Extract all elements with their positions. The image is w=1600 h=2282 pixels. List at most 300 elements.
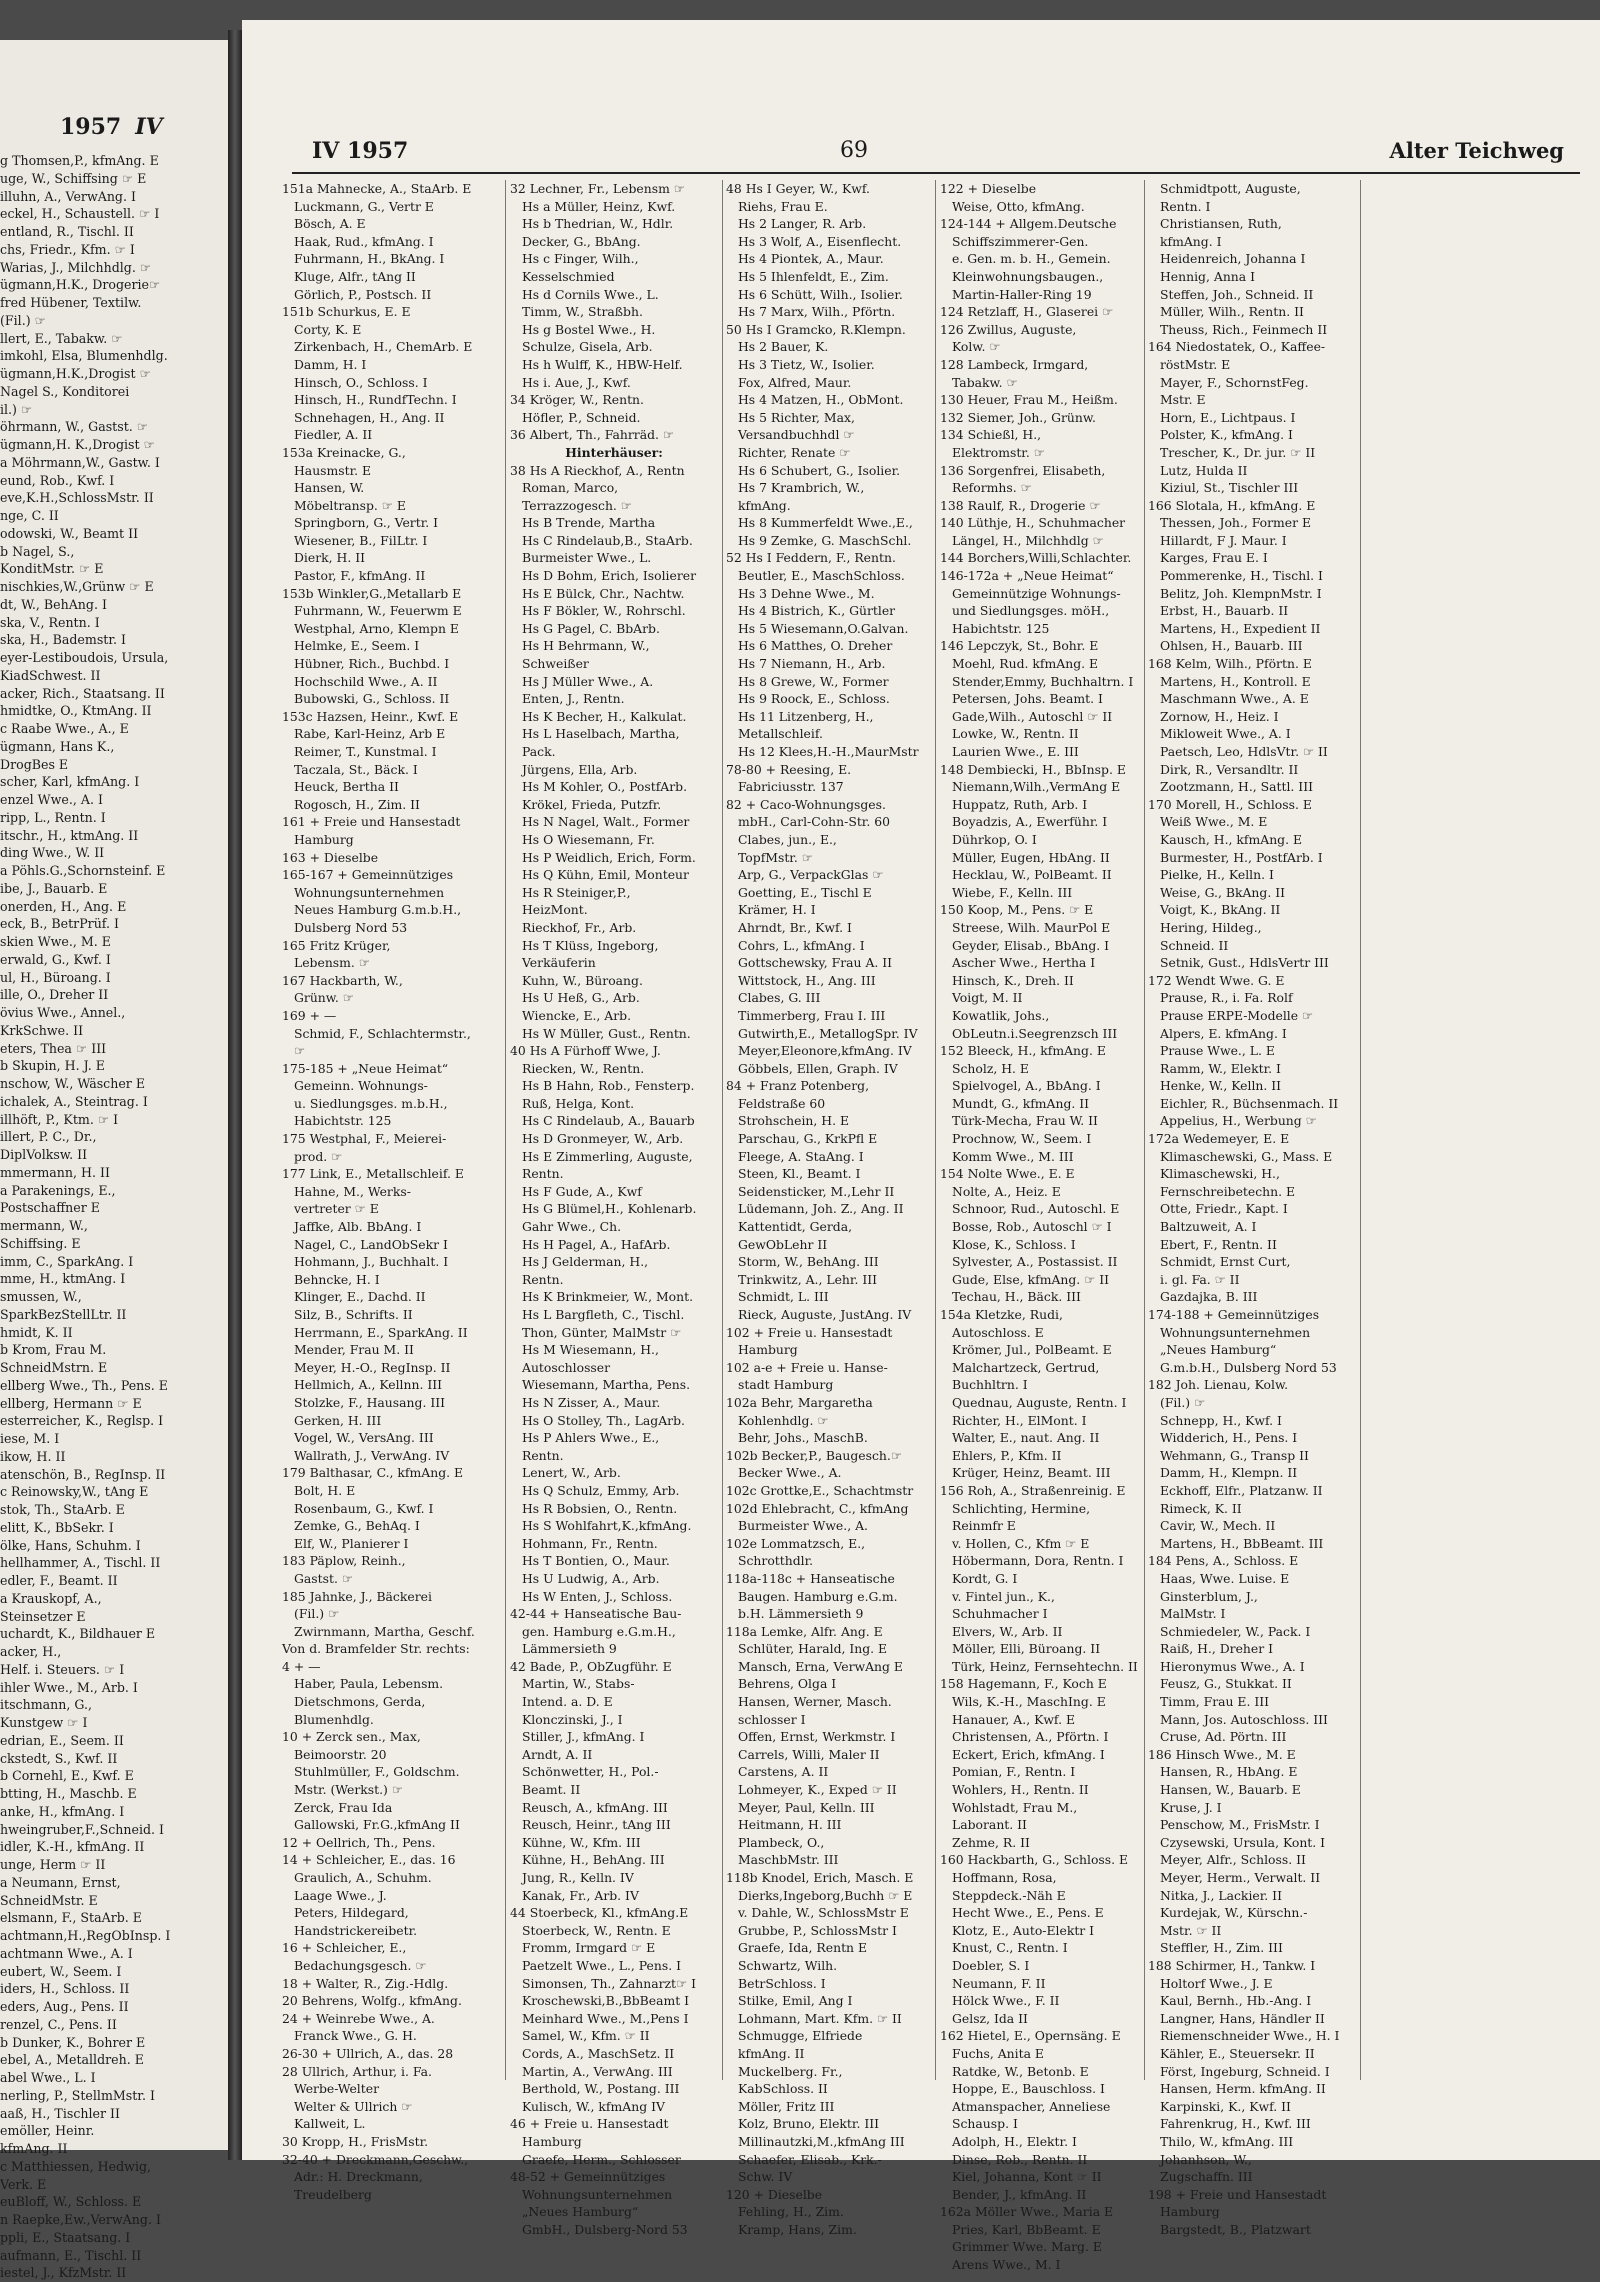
resident-entry: Hs M Kohler, O., PostfArb. (522, 779, 688, 795)
resident-entry: Pommerenke, H., Tischl. I (1160, 568, 1323, 584)
resident-entry: Hs D Gronmeyer, W., Arb. (522, 1131, 684, 1147)
resident-entry: Nitka, J., Lackier. II (1160, 1887, 1282, 1903)
resident-entry: Lowke, W., Rentn. II (952, 726, 1079, 742)
resident-entry: vertreter ☞ E (294, 1201, 379, 1217)
resident-entry: Gelsz, Ida II (952, 2010, 1028, 2026)
resident-entry: Schmidt, Ernst Curt, (1160, 1254, 1291, 1270)
left-page-entry (0, 1608, 222, 1626)
left-page-entry (0, 773, 222, 791)
resident-entry: Vogel, W., VersAng. III (294, 1430, 434, 1446)
resident-entry: BetrSchloss. I (738, 1975, 826, 1991)
left-page-column (0, 152, 222, 2282)
resident-entry: Muckelberg. Fr., (738, 2063, 843, 2079)
resident-entry: Haber, Paula, Lebensm. (294, 1676, 444, 1692)
left-page-entry-text: chs, Friedr., Kfm. ☞ I (0, 241, 135, 257)
house-number-entry: 42-44 + Hanseatische Bau- (510, 1606, 682, 1622)
resident-entry: Thilo, W., kfmAng. III (1160, 2133, 1294, 2149)
resident-entry: Martens, H., Kontroll. E (1160, 673, 1311, 689)
resident-entry: Intend. a. D. E (522, 1694, 613, 1710)
resident-entry: Hs J Müller Wwe., A. (522, 673, 654, 689)
resident-entry: Hochschild Wwe., A. II (294, 673, 438, 689)
resident-entry: Hs 5 Ihlenfeldt, E., Zim. (738, 268, 889, 284)
resident-entry: Hansen, W. (294, 480, 365, 496)
left-page-entry-text: eders, Aug., Pens. II (0, 1999, 129, 2014)
resident-entry: Pries, Karl, BbBeamt. E (952, 2221, 1101, 2237)
left-page-entry (0, 1980, 222, 1998)
resident-entry: Dierks,Ingeborg,Buchh ☞ E (738, 1887, 913, 1903)
house-number-entry: 18 + Walter, R., Zig.-Hdlg. (282, 1975, 449, 1991)
resident-entry: Hübner, Rich., Buchbd. I (294, 656, 450, 672)
resident-entry: Hs J Gelderman, H., (522, 1254, 649, 1270)
house-number-entry: 168 Kelm, Wilh., Pförtn. E (1148, 656, 1312, 672)
house-number-entry: 186 Hinsch Wwe., M. E (1148, 1746, 1296, 1762)
resident-entry: Werbe-Welter (294, 2081, 380, 2097)
resident-entry: Huppatz, Ruth, Arb. I (952, 796, 1088, 812)
house-number-entry: 162 Hietel, E., Opernsäng. E (940, 2028, 1121, 2044)
left-page-header (60, 114, 163, 140)
resident-entry: Behr, Johs., MaschB. (738, 1430, 868, 1446)
resident-entry: Theuss, Rich., Feinmech II (1160, 321, 1328, 337)
house-number-entry: 148 Dembiecki, H., BbInsp. E (940, 761, 1126, 777)
resident-entry: kfmAng. I (1160, 233, 1222, 249)
resident-entry: Hs 3 Tietz, W., Isolier. (738, 356, 875, 372)
left-page-entry (0, 330, 222, 348)
resident-entry: Türk, Heinz, Fernsehtechn. II (952, 1658, 1138, 1674)
resident-entry: Damm, H., Klempn. II (1160, 1465, 1298, 1481)
resident-entry: Feusz, G., Stukkat. II (1160, 1676, 1292, 1692)
resident-entry: Hs g Bostel Wwe., H. (522, 321, 656, 337)
resident-entry: Kuhn, W., Büroang. (522, 972, 643, 988)
left-page-entry (0, 1732, 222, 1750)
left-page-entry-text: acker, H., (0, 1644, 62, 1659)
resident-entry: Kruse, J. I (1160, 1799, 1222, 1815)
resident-entry: Timm, Frau E. III (1160, 1694, 1270, 1710)
resident-entry: Hamburg (1160, 2204, 1220, 2220)
left-page-entry-text: ul, H., Büroang. I (0, 969, 111, 985)
left-page-entry-text: ille, O., Dreher II (0, 987, 109, 1003)
resident-entry: Boyadzis, A., Ewerführ. I (952, 814, 1108, 830)
resident-entry: Ohlsen, H., Bauarb. III (1160, 638, 1303, 654)
resident-entry: Göbbels, Ellen, Graph. IV (738, 1060, 898, 1076)
resident-entry: Kiel, Johanna, Kont ☞ II (952, 2169, 1102, 2185)
resident-entry: Voigt, M. II (952, 990, 1023, 1006)
resident-entry: GmbH., Dulsberg-Nord 53 (522, 2221, 688, 2237)
resident-entry: Meyer, Alfr., Schloss. II (1160, 1852, 1306, 1868)
resident-entry: Hs 4 Matzen, H., ObMont. (738, 392, 904, 408)
house-number-entry: 188 Schirmer, H., Tankw. I (1148, 1957, 1316, 1973)
resident-entry: Wohnungsunternehmen (522, 2186, 673, 2202)
resident-entry: Laborant. II (952, 1817, 1027, 1833)
left-page-entry (0, 152, 222, 170)
left-page-entry (0, 880, 222, 898)
resident-entry: Prause Wwe., L. E (1160, 1043, 1275, 1059)
left-page-entry (0, 756, 222, 774)
resident-entry: Kolz, Bruno, Elektr. III (738, 2116, 880, 2132)
resident-entry: Hs 3 Wolf, A., Eisenflecht. (738, 233, 902, 249)
left-page-entry-text: stok, Th., StaArb. E (0, 1502, 125, 1517)
left-page-entry-text: hmidt, K. II (0, 1324, 73, 1340)
resident-entry: Cords, A., MaschSetz. II (522, 2045, 675, 2061)
left-page-entry-text: ügmann,H.K., Drogerie☞ (0, 277, 161, 293)
resident-entry: Martens, H., BbBeamt. III (1160, 1535, 1324, 1551)
resident-entry: Möller, Elli, Büroang. II (952, 1641, 1101, 1657)
resident-entry: Steffen, Joh., Schneid. II (1160, 286, 1314, 302)
resident-entry: Schlüter, Harald, Ing. E (738, 1641, 888, 1657)
resident-entry: Maschmann Wwe., A. E (1160, 691, 1309, 707)
resident-entry: Meyer,Eleonore,kfmAng. IV (738, 1043, 912, 1059)
resident-entry: Bargstedt, B., Platzwart (1160, 2221, 1311, 2237)
resident-entry: Klinger, E., Dachd. II (294, 1289, 426, 1305)
resident-entry: Hs E Bülck, Chr., Nachtw. (522, 585, 685, 601)
house-number-entry: 156 Roh, A., Straßenreinig. E (940, 1482, 1126, 1498)
left-page-entry (0, 454, 222, 472)
left-page-entry (0, 543, 222, 561)
resident-entry: Enten, J., Rentn. (522, 691, 625, 707)
resident-entry: Martin-Haller-Ring 19 (952, 286, 1092, 302)
resident-entry: Fabriciusstr. 137 (738, 779, 844, 795)
left-page-entry (0, 259, 222, 277)
resident-entry: Cruse, Ad. Pörtn. III (1160, 1729, 1287, 1745)
resident-entry: Hamburg (294, 831, 354, 847)
house-number-entry: 10 + Zerck sen., Max, (282, 1729, 421, 1745)
resident-entry: Ramm, W., Elektr. I (1160, 1060, 1281, 1076)
resident-entry: Kaul, Bernh., Hb.-Ang. I (1160, 1993, 1312, 2009)
resident-entry: Hoppe, E., Bauschloss. I (952, 2081, 1105, 2097)
left-page-entry-text: Postschaffner E (0, 1200, 100, 1216)
resident-entry: Hs L Bargfleth, C., Tischl. (522, 1307, 685, 1322)
resident-entry: Först, Ingeburg, Schneid. I (1160, 2063, 1330, 2079)
house-number-entry: 172a Wedemeyer, E. E (1148, 1131, 1290, 1147)
resident-entry: Dührkop, O. I (952, 831, 1037, 847)
resident-entry: Schmidtpott, Auguste, (1160, 181, 1301, 196)
left-page-entry-text: imm, C., SparkAng. I (0, 1253, 134, 1269)
house-number-entry: 134 Schießl, H., (940, 427, 1042, 443)
resident-entry: Neumann, F. II (952, 1975, 1046, 1991)
left-page-entry-text: acker, Rich., Staatsang. II (0, 685, 165, 701)
resident-entry: Taczala, St., Bäck. I (294, 761, 418, 777)
resident-entry: mbH., Carl-Cohn-Str. 60 (738, 814, 891, 830)
house-number-entry: 44 Stoerbeck, Kl., kfmAng.E (510, 1905, 689, 1921)
resident-entry: u. Siedlungsges. m.b.H., (294, 1095, 448, 1111)
left-page-entry (0, 1217, 222, 1235)
resident-entry: Pastor, F., kfmAng. II (294, 568, 426, 584)
house-number-entry: 172 Wendt Wwe. G. E (1148, 972, 1285, 988)
resident-entry: Paetsch, Leo, HdlsVtr. ☞ II (1160, 744, 1328, 759)
resident-entry: Strohschein, H. E (738, 1113, 849, 1129)
left-page-entry (0, 1803, 222, 1821)
resident-entry: Fahrenkrug, H., Kwf. III (1160, 2116, 1311, 2132)
left-page-entry-text: b Krom, Frau M. (0, 1342, 107, 1358)
left-page-entry-text: SchneidMstrn. E (0, 1360, 108, 1375)
resident-entry: Kohlenhdlg. ☞ (738, 1412, 829, 1428)
section-heading: Hinterhäuser: (565, 444, 663, 460)
resident-entry: Hs D Bohm, Erich, Isolierer (522, 568, 697, 584)
left-page-entry-text: KiadSchwest. II (0, 667, 101, 683)
resident-entry: Quednau, Auguste, Rentn. I (952, 1394, 1127, 1410)
resident-entry: Eichler, R., Büchsenmach. II (1160, 1095, 1339, 1111)
resident-entry: Hs T Klüss, Ingeborg, (522, 937, 659, 953)
left-page-entry-text: ebel, A., Metalldreh. E (0, 2052, 144, 2068)
resident-entry: Hs R Steiniger,P., (522, 884, 631, 900)
left-page-entry-text: imkohl, Elsa, Blumenhdlg. (0, 348, 168, 364)
resident-entry: Fox, Alfred, Maur. (738, 374, 852, 390)
resident-entry: Gahr Wwe., Ch. (522, 1219, 622, 1235)
resident-entry: Reinmfr E (952, 1518, 1016, 1534)
left-page-entry-text: uge, W., Schiffsing ☞ E (0, 170, 147, 186)
resident-entry: Clabes, jun., E., (738, 831, 837, 847)
resident-entry: Fehling, H., Zim. (738, 2204, 844, 2220)
resident-entry: Klimaschewski, G., Mass. E (1160, 1148, 1333, 1164)
left-page-entry (0, 1448, 222, 1466)
house-number-entry: 161 + Freie und Hansestadt (282, 814, 461, 830)
house-number-entry: 38 Hs A Rieckhof, A., Rentn (510, 462, 685, 478)
resident-entry: Kulisch, W., kfmAng IV (522, 2098, 665, 2114)
resident-entry: Adr.: H. Dreckmann, (294, 2169, 423, 2185)
resident-entry: Malchartzeck, Gertrud, (952, 1359, 1100, 1375)
resident-entry: Damm, H. I (294, 356, 367, 372)
resident-entry: Ahrndt, Br., Kwf. I (738, 919, 852, 935)
left-page-entry (0, 1093, 222, 1111)
resident-entry: Krämer, H. I (738, 902, 816, 918)
resident-entry: Streese, Wilh. MaurPol E (952, 919, 1111, 935)
left-page-entry-text: c Reinowsky,W., tAng E (0, 1484, 149, 1500)
resident-entry: Beutler, E., MaschSchloss. (738, 568, 905, 584)
resident-entry: Höbermann, Dora, Rentn. I (952, 1553, 1124, 1569)
house-number-entry: 179 Balthasar, C., kfmAng. E (282, 1465, 464, 1481)
resident-entry: Hellmich, A., Kellnn. III (294, 1377, 443, 1393)
resident-entry: Feldstraße 60 (738, 1095, 826, 1111)
resident-entry: Elektromstr. ☞ (952, 444, 1045, 460)
house-number-entry: 198 + Freie und Hansestadt (1148, 2186, 1327, 2202)
left-page-entry (0, 791, 222, 809)
column-divider (1360, 180, 1361, 2080)
resident-entry: Cavir, W., Mech. II (1160, 1518, 1276, 1534)
resident-entry: Hs M Wiesemann, H., (522, 1342, 659, 1358)
resident-entry: Stolzke, F., Hausang. III (294, 1394, 446, 1410)
left-page-entry (0, 1501, 222, 1519)
resident-entry: Türk-Mecha, Frau W. II (952, 1113, 1098, 1129)
resident-entry: Hs 5 Wiesemann,O.Galvan. (738, 620, 909, 636)
resident-entry: Kordt, G. I (952, 1570, 1018, 1586)
resident-entry: Hs 2 Langer, R. Arb. (738, 216, 867, 232)
house-number-entry: 153c Hazsen, Heinr., Kwf. E (282, 708, 459, 724)
resident-entry: Moehl, Rud. kfmAng. E (952, 656, 1099, 672)
resident-entry: Berthold, W., Postang. III (522, 2081, 680, 2097)
house-number-entry: 118b Knodel, Erich, Masch. E (726, 1870, 914, 1885)
left-page-entry-text: eck, B., BetrPrüf. I (0, 916, 119, 932)
resident-entry: Neues Hamburg G.m.b.H., (294, 902, 462, 918)
resident-entry: Höfler, P., Schneid. (522, 409, 641, 425)
left-page-entry-text: achtmann Wwe., A. I (0, 1945, 133, 1961)
house-number-entry: 138 Raulf, R., Drogerie ☞ (940, 497, 1101, 513)
left-page-entry-text: ellberg, Hermann ☞ E (0, 1395, 142, 1411)
left-page-entry (0, 1785, 222, 1803)
resident-entry: Springborn, G., Vertr. I (294, 515, 439, 531)
resident-entry: Bender, J., kfmAng. II (952, 2186, 1087, 2202)
left-page-entry (0, 844, 222, 862)
left-page-entry (0, 1111, 222, 1129)
resident-entry: Dietschmons, Gerda, (294, 1694, 426, 1710)
left-page-entry (0, 827, 222, 845)
resident-entry: Verkäuferin (522, 955, 596, 971)
directory-column-2 (510, 180, 718, 2238)
main-page (242, 20, 1600, 2273)
left-page-entry (0, 1998, 222, 2016)
resident-entry: Elvers, W., Arb. II (952, 1623, 1063, 1639)
left-page-entry (0, 1430, 222, 1448)
resident-entry: Bösch, A. E (294, 216, 366, 232)
resident-entry: Kowatlik, Johs., (952, 1007, 1050, 1023)
resident-entry: Reformhs. ☞ (952, 480, 1032, 496)
resident-entry: Knust, C., Rentn. I (952, 1940, 1068, 1956)
left-page-entry-text: a Neumann, Ernst, (0, 1874, 121, 1890)
resident-entry: Spielvogel, A., BbAng. I (952, 1078, 1101, 1094)
left-page-entry (0, 1927, 222, 1945)
resident-entry: Hs W Müller, Gust., Rentn. (522, 1025, 691, 1041)
left-page-entry (0, 312, 222, 330)
resident-entry: Terrazzogesch. ☞ (522, 497, 632, 513)
left-page-entry-text: övius Wwe., Annel., (0, 1005, 126, 1020)
resident-entry: Wohnungsunternehmen (294, 884, 445, 900)
left-page-entry (0, 560, 222, 578)
resident-entry: Eckert, Erich, kfmAng. I (952, 1746, 1105, 1762)
resident-entry: Zehme, R. II (952, 1834, 1030, 1850)
left-page-entry (0, 1253, 222, 1271)
resident-entry: Rentn. I (1160, 198, 1211, 214)
left-page-entry (0, 1963, 222, 1981)
resident-entry: Mikloweit Wwe., A. I (1160, 726, 1291, 742)
left-page-entry (0, 1022, 222, 1040)
resident-entry: Komm Wwe., M. III (952, 1148, 1074, 1164)
house-number-entry: 122 + Dieselbe (940, 181, 1037, 196)
resident-entry: Techau, H., Bäck. III (952, 1289, 1081, 1305)
resident-entry: Samel, W., Kfm. ☞ II (522, 2028, 650, 2044)
house-number-entry: 169 + — (282, 1007, 337, 1023)
left-page-entry (0, 401, 222, 419)
house-number-entry: 12 + Oellrich, Th., Pens. (282, 1834, 436, 1850)
resident-entry: Hs Q Kühn, Emil, Monteur (522, 867, 689, 883)
left-page-entry-text: skien Wwe., M. E (0, 934, 111, 949)
resident-entry: Hs N Zisser, A., Maur. (522, 1394, 661, 1410)
left-page-entry-text: llert, E., Tabakw. ☞ (0, 330, 123, 346)
left-page-entry (0, 1661, 222, 1679)
resident-entry: Wohlstadt, Frau M., (952, 1799, 1078, 1815)
resident-entry: Thon, Günter, MalMstr ☞ (522, 1324, 682, 1340)
resident-entry: Hs 11 Litzenberg, H., (738, 708, 874, 724)
house-number-entry: 185 Jahnke, J., Bäckerei (282, 1588, 432, 1604)
left-page-entry-text: itschmann, G., (0, 1697, 93, 1713)
resident-entry: Hinsch, K., Dreh. II (952, 972, 1074, 988)
resident-entry: Riemenschneider Wwe., H. I (1160, 2028, 1340, 2044)
resident-entry: Laurien Wwe., E. III (952, 744, 1079, 759)
resident-entry: Zornow, H., Heiz. I (1160, 708, 1279, 724)
left-page-entry-text: a Krauskopf, A., (0, 1590, 102, 1606)
left-page-entry (0, 1466, 222, 1484)
left-page-entry-text: nge, C. II (0, 508, 59, 523)
left-page-entry-text: hellhammer, A., Tischl. II (0, 1555, 161, 1571)
left-page-entry-text: odowski, W., Beamt II (0, 525, 139, 541)
house-number-entry: 154 Nolte Wwe., E. E (940, 1166, 1075, 1182)
left-page-entry-text: itschr., H., ktmAng. II (0, 827, 139, 843)
house-number-entry: 26-30 + Ullrich, A., das. 28 (282, 2045, 454, 2061)
left-page-entry-text: idler, K.-H., kfmAng. II (0, 1839, 145, 1855)
resident-entry: Hs 3 Dehne Wwe., M. (738, 585, 875, 601)
house-number-entry: 28 Ullrich, Arthur, i. Fa. (282, 2063, 432, 2079)
directory-column-3 (726, 180, 930, 2238)
resident-entry: Eckhoff, Elfr., Platzanw. II (1160, 1482, 1323, 1498)
resident-entry: Decker, G., BbAng. (522, 233, 641, 249)
left-page-entry-text: renzel, C., Pens. II (0, 2016, 117, 2032)
house-number-entry: 140 Lüthje, H., Schuhmacher (940, 515, 1126, 531)
left-page-entry (0, 2247, 222, 2265)
house-number-entry: 40 Hs A Fürhoff Wwe, J. (510, 1043, 661, 1059)
resident-entry: Kattentidt, Gerda, (738, 1219, 853, 1235)
resident-entry: Weiß Wwe., M. E (1160, 814, 1268, 830)
left-page-entry (0, 596, 222, 614)
house-number-entry: 163 + Dieselbe (282, 849, 379, 865)
resident-entry: Karges, Frau E. I (1160, 550, 1268, 566)
resident-entry: Hieronymus Wwe., A. I (1160, 1658, 1305, 1674)
resident-entry: Paetzelt Wwe., L., Pens. I (522, 1957, 681, 1973)
left-page-entry (0, 2051, 222, 2069)
resident-entry: ☞ (294, 1043, 306, 1059)
left-page-entry-text: anke, H., kfmAng. I (0, 1803, 125, 1819)
resident-entry: Graefe, Herm., Schlosser (522, 2151, 681, 2167)
resident-entry: Hansen, R., HbAng. E (1160, 1764, 1298, 1780)
left-page-entry (0, 2211, 222, 2229)
resident-entry: Wohlers, H., Rentn. II (952, 1782, 1089, 1798)
left-page-entry-text: dt, W., BehAng. I (0, 596, 107, 612)
resident-entry: Erbst, H., Bauarb. II (1160, 603, 1289, 619)
resident-entry: Herrmann, E., SparkAng. II (294, 1324, 468, 1340)
resident-entry: Hs B Hahn, Rob., Fensterp. (522, 1078, 695, 1094)
left-page-entry (0, 1696, 222, 1714)
resident-entry: Rosenbaum, G., Kwf. I (294, 1500, 434, 1516)
resident-entry: Schmugge, Elfriede (738, 2028, 863, 2044)
resident-entry: Fuhrmann, H., BkAng. I (294, 251, 445, 267)
resident-entry: Zirkenbach, H., ChemArb. E (294, 339, 473, 355)
left-page-entry (0, 472, 222, 490)
resident-entry: „Neues Hamburg“ (1160, 1342, 1277, 1358)
resident-entry: Baltzuweit, A. I (1160, 1219, 1257, 1235)
resident-entry: Schmid, F., Schlachtermstr., (294, 1025, 471, 1041)
resident-entry: Hs U Heß, G., Arb. (522, 990, 640, 1006)
resident-entry: Riecken, W., Rentn. (522, 1060, 645, 1076)
resident-entry: Hölck Wwe., F. II (952, 1993, 1060, 2009)
resident-entry: Mstr. ☞ II (1160, 1922, 1222, 1938)
resident-entry: Pomian, F., Rentn. I (952, 1764, 1076, 1780)
house-number-entry: 16 + Schleicher, E., (282, 1940, 407, 1956)
left-page-entry-text: esterreicher, K., Reglsp. I (0, 1413, 164, 1429)
resident-entry: Fuhrmann, W., Feuerwm E (294, 603, 462, 619)
left-page-entry-text: a Pöhls.G.,Schornsteinf. E (0, 863, 166, 878)
left-page-entry-text: eubert, W., Seem. I (0, 1963, 122, 1979)
resident-entry: Schönwetter, H., Pol.- (522, 1764, 659, 1780)
resident-entry: v. Fintel jun., K., (952, 1588, 1055, 1604)
resident-entry: Hs P Weidlich, Erich, Form. (522, 849, 696, 865)
resident-entry: Lämmersieth 9 (522, 1641, 617, 1657)
left-page-entry (0, 933, 222, 951)
resident-entry: Kausch, H., kfmAng. E (1160, 831, 1303, 847)
left-page-entry-text: erwald, G., Kwf. I (0, 951, 111, 967)
left-page-entry (0, 2016, 222, 2034)
left-page-entry (0, 1324, 222, 1342)
resident-entry: Trinkwitz, A., Lehr. III (738, 1271, 878, 1287)
resident-entry: Stuhlmüller, F., Goldschm. (294, 1764, 460, 1780)
house-number-entry: 84 + Franz Potenberg, (726, 1078, 870, 1094)
left-page-entry-text: mmermann, H. II (0, 1164, 110, 1180)
resident-entry: Seidensticker, M.,Lehr II (738, 1183, 895, 1199)
